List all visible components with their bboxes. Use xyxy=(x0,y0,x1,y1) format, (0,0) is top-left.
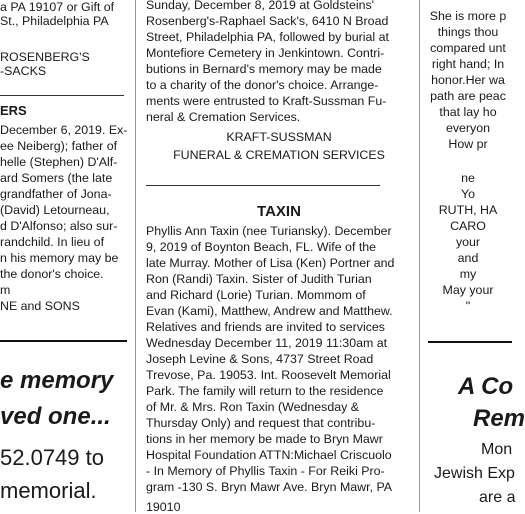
right-promo-bold-line: Rem xyxy=(473,405,525,432)
right-poem-line: May your xyxy=(442,283,494,297)
center-prev-obit-line: Montefiore Cemetery in Jenkintown. Contri- xyxy=(146,46,385,60)
center-prev-obit-line: ments were entrusted to Kraft-Sussman Fu- xyxy=(146,94,387,108)
taxin-obit-line: and Richard (Lorie) Turian. Mommom of xyxy=(146,288,366,302)
left-obit-line: NE and SONS xyxy=(0,299,80,313)
center-funeral-home-line: KRAFT-SUSSMAN xyxy=(226,130,332,144)
left-obit-line: m xyxy=(0,283,11,297)
taxin-obit-line: of Mr. & Mrs. Ron Taxin (Wednesday & xyxy=(146,400,360,414)
right-poem-line: How pr xyxy=(448,137,488,151)
center-prev-obit-line: Rosenberg's-Raphael Sack's, 6410 N Broad xyxy=(146,14,389,28)
right-poem-line: that lay ho xyxy=(439,105,497,119)
right-poem-line: honor.Her wa xyxy=(431,73,505,87)
column-separator xyxy=(135,0,136,512)
taxin-obit-line: Wednesday December 11, 2019 11:30am at xyxy=(146,336,388,350)
taxin-obit-line: Thursday Only) and request that contribu- xyxy=(146,416,376,430)
left-obit-heading: ERS xyxy=(0,103,27,118)
left-top-line: St., Philadelphia PA xyxy=(0,14,109,28)
left-divider xyxy=(0,95,124,96)
left-obit-line: d D'Alfonso; also sur- xyxy=(0,219,118,233)
center-prev-obit-line: Sunday, December 8, 2019 at Goldsteins' xyxy=(146,0,375,12)
right-poem-line: my xyxy=(459,267,477,281)
right-promo-line: are a xyxy=(479,489,516,506)
right-poem-line: CARO xyxy=(450,219,486,233)
taxin-obit-line: late Murray. Mother of Lisa (Ken) Portner and xyxy=(146,256,395,270)
taxin-obit-line: - In Memory of Phyllis Taxin - For Reiki Pro- xyxy=(146,464,385,478)
right-poem-line: ne xyxy=(461,171,475,185)
left-promo-bold-line: ved one... xyxy=(0,403,111,430)
left-column xyxy=(0,0,127,512)
right-promo-bold-line: A Co xyxy=(458,373,514,400)
taxin-obit-line: Ron (Randi) Taxin. Sister of Judith Turian xyxy=(146,272,372,286)
right-poem-line: " xyxy=(465,299,471,313)
right-promo-line: Mon xyxy=(481,441,513,458)
taxin-obit-line: Relatives and friends are invited to services xyxy=(146,320,385,334)
left-obit-line: helle (Stephen) D'Alf- xyxy=(0,155,118,169)
center-prev-obit-line: Street, Philadelphia PA, followed by burial at xyxy=(146,30,389,44)
left-top-line: a PA 19107 or Gift of xyxy=(0,0,115,14)
left-promo-line: memorial. xyxy=(0,478,97,503)
left-promo-line: 52.0749 to xyxy=(0,445,104,470)
left-obit-line: the donor's choice. xyxy=(0,267,104,281)
right-poem-line: She is more p xyxy=(429,9,507,23)
taxin-obit-line: tions in her memory be made to Bryn Mawr xyxy=(146,432,383,446)
left-obit-line: December 6, 2019. Ex- xyxy=(0,123,128,137)
left-obit-line: ee Neiberg); father of xyxy=(0,139,118,153)
obit-heading-taxin: TAXIN xyxy=(257,203,301,220)
center-funeral-home-line: FUNERAL & CREMATION SERVICES xyxy=(173,148,385,162)
center-prev-obit-line: butions in Bernard's memory may be made xyxy=(146,62,382,76)
taxin-obit-line: 9, 2019 of Boynton Beach, FL. Wife of the xyxy=(146,240,377,254)
left-promo-bold-line: e memory xyxy=(0,367,114,394)
taxin-obit-line: Park. The family will return to the residence xyxy=(146,384,384,398)
center-prev-obit-line: neral & Cremation Services. xyxy=(146,110,301,124)
right-promo-line: Jewish Exp xyxy=(434,465,515,482)
left-obit-line: (David) Letourneau, xyxy=(0,203,110,217)
taxin-obit-line: Trevose, Pa. 19053. Int. Roosevelt Memorial xyxy=(146,368,391,382)
left-promo-divider xyxy=(0,340,127,342)
right-promo-divider xyxy=(428,341,512,343)
right-poem-line: things thou xyxy=(437,25,499,39)
left-funeral-home-line: ROSENBERG'S xyxy=(0,50,90,64)
right-poem-line: path are peac xyxy=(430,89,506,103)
right-poem-line: your xyxy=(455,235,481,249)
right-poem-line: right hand; In xyxy=(431,57,505,71)
taxin-obit-line: Hospital Foundation ATTN:Michael Criscuolo xyxy=(146,448,392,462)
right-poem-line: RUTH, HA xyxy=(438,203,498,217)
center-divider xyxy=(146,185,380,186)
taxin-obit-line: gram -130 S. Bryn Mawr Ave. Bryn Mawr, PA xyxy=(146,480,393,494)
left-obit-line: randchild. In lieu of xyxy=(0,235,105,249)
right-poem-line: Yo xyxy=(460,187,476,201)
left-funeral-home-line: -SACKS xyxy=(0,64,47,78)
taxin-obit-line: Joseph Levine & Sons, 4737 Street Road xyxy=(146,352,374,366)
left-obit-line: ard Somers (the late xyxy=(0,171,113,185)
right-poem-line: and xyxy=(457,251,479,265)
taxin-obit-line: 19010 xyxy=(146,500,181,514)
left-obit-line: n his memory may be xyxy=(0,251,119,265)
right-poem-line: compared unt xyxy=(430,41,506,55)
taxin-obit-line: Phyllis Ann Taxin (nee Turiansky). December xyxy=(146,224,392,238)
right-column xyxy=(424,0,525,512)
right-poem-line: everyon xyxy=(445,121,491,135)
center-column xyxy=(144,0,414,512)
center-prev-obit-line: to a charity of the donor's choice. Arrange- xyxy=(146,78,379,92)
taxin-obit-line: Evan (Kami), Matthew, Andrew and Matthew. xyxy=(146,304,393,318)
left-obit-line: grandfather of Jona- xyxy=(0,187,112,201)
column-separator xyxy=(419,0,420,512)
